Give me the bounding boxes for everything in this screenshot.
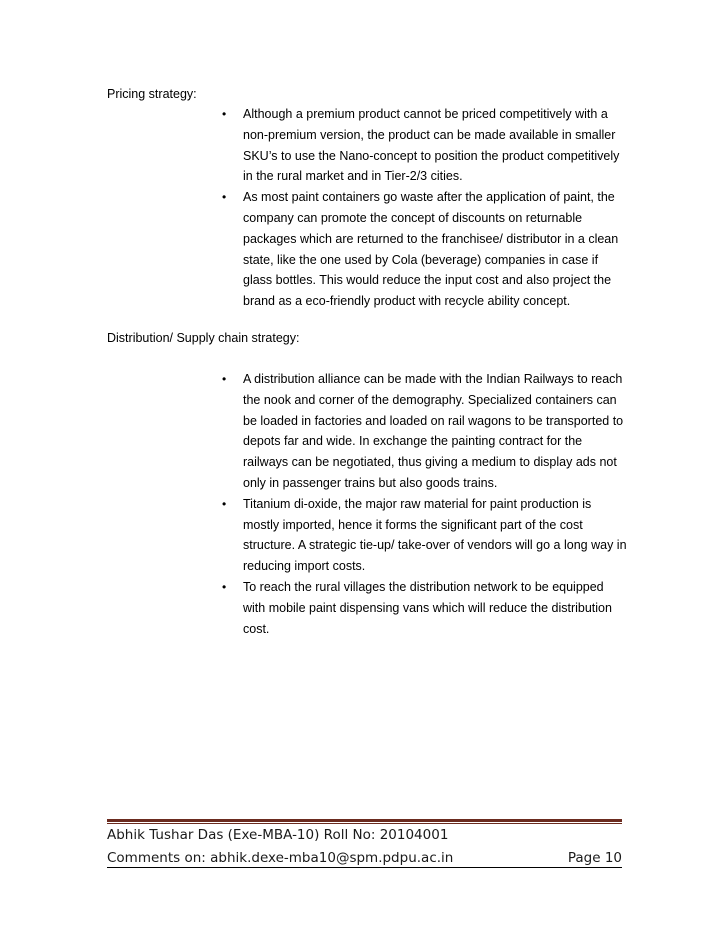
bullet-text: A distribution alliance can be made with the Indian Railways to reach the nook and corner of the demography. Specialized containers can be loaded in factories and loaded on rail wagons to be transported to depots far and wide. In exchange the painting contract for the railways can be negotiated, thus giving a medium to display ads not only in passenger trains but also goods trains. [243,372,624,490]
bullet-icon: • [222,372,227,386]
footer-divider [107,819,622,822]
list-item [222,369,627,494]
bullet-icon: • [222,496,227,511]
bullet-icon: • [222,579,227,594]
bullet-text: Although a premium product cannot be priced competitively with a non-premium version, the product can be made available in smaller SKU’s to use the Nano-concept to position the product competitively in the rural market and in Tier-2/3 cities. [243,107,620,184]
bullet-icon: • [222,190,227,205]
bullet-list-pricing [222,104,627,312]
list-item [222,494,627,577]
list-item [222,187,627,312]
section-heading-distribution: Distribution/ Supply chain strategy: [107,331,300,345]
bullet-text: To reach the rural villages the distribution network to be equipped with mobile paint dispensing vans which will reduce the distribution cost. [243,579,612,636]
page-number: Page 10 [567,850,622,866]
bullet-text: Titanium di-oxide, the major raw material for paint production is mostly imported, hence it forms the significant part of the cost structure. A strategic tie-up/ take-over of vendors will go a long way in reducing import costs. [243,496,627,574]
footer-author-line: Abhik Tushar Das (Exe-MBA-10) Roll No: 20104001 [107,827,449,843]
bullet-list-distribution [222,369,627,639]
list-item [222,104,627,187]
bullet-text: As most paint containers go waste after the application of paint, the company can promote the concept of discounts on returnable packages which are returned to the franchisee/ distributor in a clean state, like the one used by Cola (beverage) companies in case if glass bottles. This would reduce the input cost and also project the brand as a eco-friendly product with recycle ability concept. [243,190,619,309]
list-item [222,577,627,639]
footer-divider-thin [107,823,622,824]
footer-comments-email: Comments on: abhik.dexe-mba10@spm.pdpu.ac.in [107,850,454,866]
footer-comments-row [107,849,622,868]
section-heading-pricing: Pricing strategy: [107,87,197,101]
bullet-icon: • [222,107,227,121]
